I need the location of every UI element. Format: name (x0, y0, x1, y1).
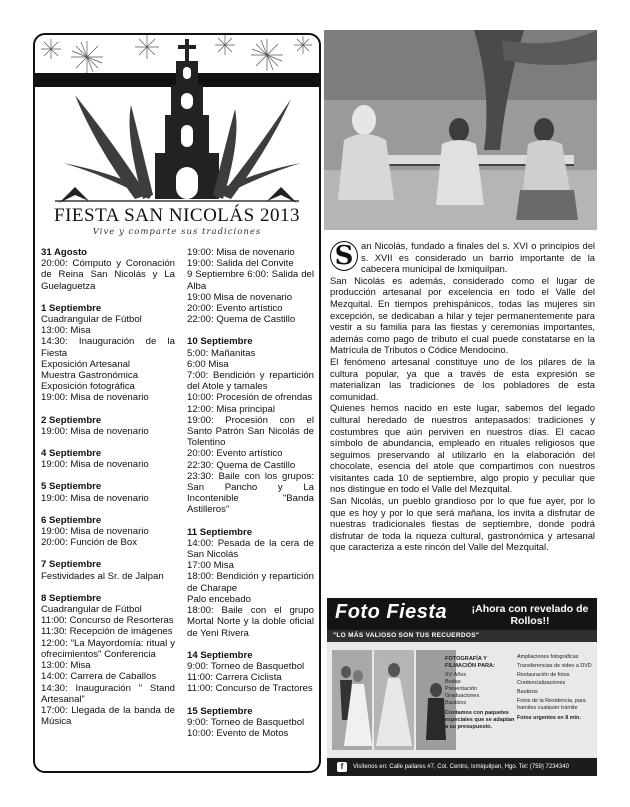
ad-promo-text: ¡Ahora con revelado de Rollos!! (471, 603, 589, 627)
program-day-title: 15 Septiembre (187, 705, 253, 717)
product-item: Bautizos (517, 689, 538, 696)
program-event: Cuadrangular de Fútbol (41, 604, 142, 616)
article-intro-text: an Nicolás, fundado a finales del s. XVI o principios del s. XVII es considerado un barrio importante de la cabecera municipal de Ixmiquilpan. (361, 240, 595, 275)
program-event: 12:00: "La Mayordomía: ritual y ofrecimientos" Conferencia (41, 637, 175, 660)
article-body (330, 240, 595, 553)
program-event: 19:00: Salida del Convite (187, 258, 294, 270)
program-event: 22:00: Quema de Castillo (187, 314, 296, 326)
ad-slogan: "LO MÁS VALIOSO SON TUS RECUERDOS" (333, 632, 480, 639)
ad-services (445, 656, 515, 731)
program-day (41, 515, 175, 549)
program-day-title: 6 Septiembre (41, 514, 102, 526)
program-day-title: 1 Septiembre (41, 302, 102, 314)
service-item: Graduaciones (445, 693, 480, 699)
program-day (41, 247, 175, 292)
program-event: 19:00 Misa de novenario (187, 291, 293, 303)
program-event: 17:00: Llegada de la banda de Música (41, 704, 175, 728)
program-day (187, 247, 314, 325)
ad-product-list (517, 654, 593, 723)
drop-cap: S (330, 241, 358, 271)
article-paragraph (330, 240, 595, 275)
ad-sample-photos (332, 650, 462, 750)
article-paragraph: Quienes hemos nacido en este lugar, sabemos del legado cultural heredado de nuestros antepasados: tradiciones y costumbres que aún perviven en nuestros días. El cacao símbolo de abundancia, empleado en rituales religiosos que seguimos preservando al utilizarlo en la elaboración del chocolate, esencia del atole que compartimos con nuestros visitantes cada 10 de septiembre, algo propio y peculiar que nos distingue en todo el Valle del Mezquital. (330, 402, 595, 495)
program-event: 20:00: Evento artístico (187, 303, 283, 315)
program-day-title: 11 Septiembre (187, 526, 253, 538)
program-event: 17:00 Misa (187, 560, 234, 572)
program-day-title: 2 Septiembre (41, 414, 102, 426)
ready-note: Fotos urgentes en 8 min. (517, 714, 581, 721)
program-day-title: 10 Septiembre (187, 336, 253, 348)
service-item: XV Años (445, 672, 467, 678)
program-day-title: 31 Agosto (41, 247, 88, 258)
ad-header (327, 598, 597, 630)
program-day (41, 481, 175, 503)
program-event: 19:00: Misa de novenario (187, 247, 295, 258)
festival-slogan: Vive y comparte sus tradiciones (92, 227, 262, 237)
program-day (41, 415, 175, 437)
program-event: 20:00: Función de Box (41, 537, 138, 549)
service-item: Bodas (445, 679, 461, 685)
services-heading: FOTOGRAFÍA Y FILMACIÓN PARA: (445, 656, 495, 669)
quinceanera-photo (374, 650, 414, 750)
program-event: 19:00: Misa de novenario (41, 526, 149, 538)
program-event: 14:00: Carrera de Caballos (41, 671, 157, 683)
facebook-icon[interactable]: f (337, 762, 347, 772)
program-event: 22:30: Quema de Castillo (187, 459, 296, 471)
product-item: Transferencias de video a DVD (517, 662, 592, 669)
program-day (187, 650, 314, 695)
program-event: 14:30: Inauguración de la Fiesta (41, 336, 175, 359)
program-event: 19:00: Procesión con el Santo Patrón San Nicolás de Tolentino (187, 414, 314, 449)
program-event: 19:00: Misa de novenario (41, 425, 149, 437)
program-event: 20:00: Cómputo y Coronación de Reina San Nicolás y La Guelaguetza (41, 258, 175, 292)
program-event: 11:00: Concurso de Resorteras (41, 615, 174, 627)
program-event: 18:00: Baile con el grupo Mortal Norte y la doble oficial de Yeni Rivera (187, 605, 314, 639)
program-day (41, 593, 175, 727)
program-event: Muestra Gastronómica (41, 370, 139, 382)
program-day (41, 559, 175, 581)
service-item: Bautizos (445, 700, 467, 706)
article-paragraph: San Nicolás, un pueblo grandioso por lo que fue ayer, por lo que es hoy y por lo que será mañana, los invita a disfrutar de nuestras tradicionales fiestas de septiembre, donde podrá disfrutar de toda la riqueza cultural, gastronómica y artesanal que caracteriza a este rincón del Valle del Mezquital. (330, 495, 595, 553)
program-event: 20:00: Evento artístico (187, 448, 283, 460)
foto-fiesta-logo: Foto Fiesta (335, 601, 448, 623)
program-day-title: 14 Septiembre (187, 649, 253, 661)
program-event: 7:00: Bendición y repartición del Atole y tamales (187, 370, 314, 393)
ad-body (327, 642, 597, 758)
program-day (41, 303, 175, 404)
program-event: 13:00: Misa (41, 325, 91, 337)
program-event: 19:00: Misa de novenario (41, 392, 149, 404)
program-event: 12:00: Misa principal (187, 403, 275, 415)
foto-fiesta-advertisement (327, 598, 597, 776)
ad-address: Visítenos en: Calle pailares #7, Col. Centro, Ixmiquilpan, Hgo. Tel: (759) 7234340 (353, 764, 569, 770)
program-event: 23:30: Baile con los grupos: San Pancho y La Incontenible "Banda Astilleros" (187, 470, 314, 516)
program-day (187, 706, 314, 740)
program-day-title: 4 Septiembre (41, 448, 102, 460)
program-event: 11:00: Carrera Ciclista (187, 672, 282, 684)
ad-footer (327, 758, 597, 776)
program-event: 9:00: Torneo de Basquetbol (187, 716, 305, 728)
program-event: 9:00: Torneo de Basquetbol (187, 660, 305, 672)
product-item: Credencializaciones (517, 680, 566, 687)
program-column-right (187, 247, 314, 750)
program-event: 14:00: Pesada de la cera de San Nicolás (187, 537, 314, 561)
program-column-left (41, 247, 175, 738)
program-event: 18:00: Bendición y repartición de Charape (187, 571, 314, 594)
program-event: 11:30: Recepción de imágenes (41, 626, 173, 638)
festival-program-box (33, 33, 321, 773)
program-event: Exposición Artesanal (41, 358, 131, 370)
program-event: Festividades al Sr. de Jalpan (41, 570, 164, 582)
program-event: Exposición fotográfica (41, 381, 135, 393)
festival-title: FIESTA SAN NICOLÁS 2013 (54, 205, 300, 226)
program-day-title: 8 Septiembre (41, 592, 102, 604)
program-day (187, 527, 314, 639)
wedding-couple-photo (332, 650, 372, 750)
services-note: Contamos con paquetes especiales que se adaptan a su presupuesto. (445, 710, 515, 730)
program-day-title: 7 Septiembre (41, 559, 102, 571)
program-day (187, 336, 314, 515)
program-event: 9 Septiembre 6:00: Salida del Alba (187, 269, 314, 292)
product-item: Ampliaciones fotográficas (517, 654, 579, 660)
artisans-weaving-photo (324, 30, 597, 230)
program-event: 11:00: Concurso de Tractores (187, 683, 313, 695)
product-item: Restauración de fotos (517, 671, 570, 678)
program-event: 10:00: Evento de Motos (187, 727, 289, 739)
service-item: Presentación (445, 686, 478, 692)
program-event: 19:00: Misa de novenario (41, 459, 149, 471)
program-day-title: 5 Septiembre (41, 481, 102, 493)
program-event: 5:00: Mañanitas (187, 347, 256, 359)
program-event: 14:30: Inauguración " Stand Artesanal" (41, 682, 175, 705)
program-event: Palo encebado (187, 593, 252, 605)
product-item: Fotos de la Residencia, para tramites cualquier trámite (517, 697, 586, 711)
festival-header-illustration (35, 35, 319, 241)
program-day (41, 448, 175, 470)
program-event: Cuadrangular de Fútbol (41, 314, 142, 326)
article-paragraph: San Nicolás es además, considerado como el lugar de producción artesanal por excelencia en todo el Valle del Mezquital. En tiempos prehispánicos, todas las mujeres sin excepción, se dedicaban a hilar y tejer permanentemente para vestir a su familia para las fiestas y ceremonias importantes, además como pago de tributo el cual puede constatarse en la Matrícula de Tributos o Códice Mendocino. (330, 274, 595, 356)
program-event: 10:00: Procesión de ofrendas (187, 392, 313, 404)
article-paragraph: El fenómeno artesanal constituye uno de los pilares de la cultura popular, ya que a través de esta expresión se materializan las tradiciones de los pobladores de esta comunidad. (330, 355, 595, 402)
program-event: 19:00: Misa de novenario (41, 492, 149, 504)
program-event: 6:00 Misa (187, 358, 229, 370)
program-event: 13:00: Misa (41, 660, 91, 672)
